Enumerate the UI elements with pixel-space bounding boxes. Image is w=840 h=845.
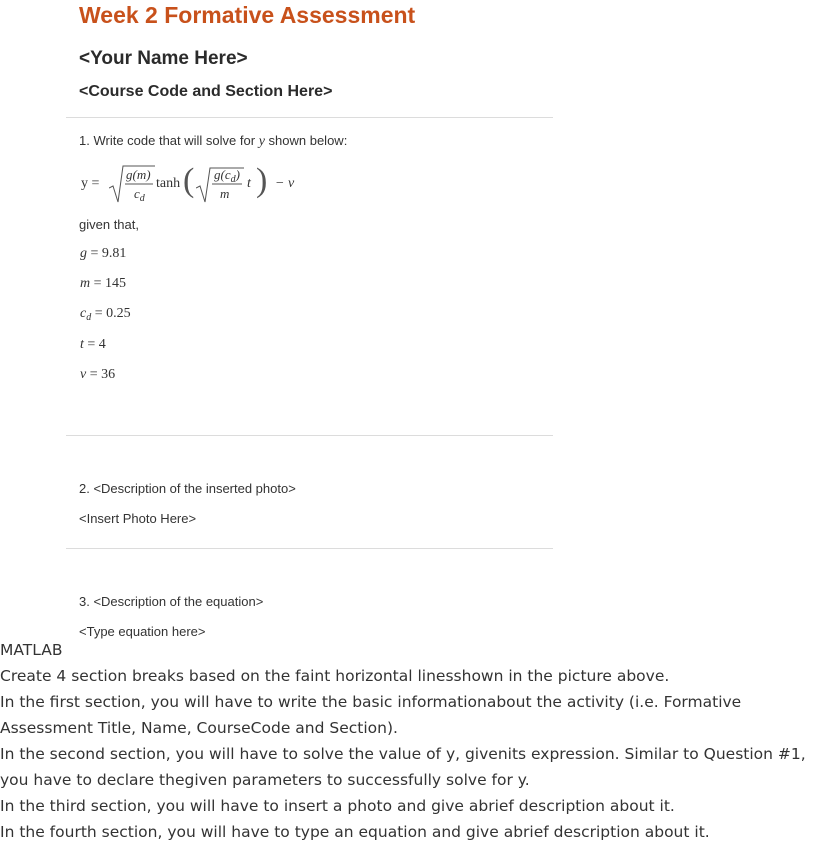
instruction-line-2: In the first section, you will have to write the basic informationabout the activity (i.e. Formative Assessment Title, Name, CourseCode and Section). <box>0 693 742 737</box>
sqrt2-num-close: ) <box>235 167 240 182</box>
sqrt1-denominator <box>134 186 145 202</box>
tanh-function: tanh <box>156 176 181 191</box>
sqrt1-numerator: g(m) <box>126 167 151 182</box>
section-divider-2 <box>66 435 553 436</box>
equation-t: t <box>247 176 251 191</box>
sqrt2-num-sub: d <box>230 174 236 185</box>
question-1-prompt-suffix: shown below: <box>268 133 348 148</box>
param-value: = 9.81 <box>90 246 127 261</box>
section-divider-1 <box>66 117 553 118</box>
param-var: t <box>80 337 84 352</box>
equation-lhs: y = <box>81 176 100 191</box>
param-var: c <box>80 306 87 321</box>
sqrt2-numerator <box>214 167 240 183</box>
section-divider-3 <box>66 548 553 549</box>
question-2-prompt: 2. <Description of the inserted photo> <box>79 481 296 496</box>
param-cd <box>80 306 131 322</box>
question-3-prompt: 3. <Description of the equation> <box>79 594 264 609</box>
sqrt1-den-sub: d <box>139 193 145 204</box>
param-g <box>80 246 126 262</box>
sqrt1-den-var: c <box>134 186 140 201</box>
sqrt2-num-g: g(c <box>214 167 231 182</box>
question-1-prompt-prefix: 1. Write code that will solve for <box>79 133 256 148</box>
document-title: Week 2 Formative Assessment <box>79 2 416 28</box>
param-value: = 4 <box>87 337 106 352</box>
param-var: g <box>80 246 87 261</box>
instructions <box>0 637 830 845</box>
insert-photo-placeholder: <Insert Photo Here> <box>79 511 197 526</box>
param-v <box>80 367 115 383</box>
left-paren: ( <box>183 162 195 199</box>
instruction-line-5: In the fourth section, you will have to type an equation and give abrief description about it. <box>0 823 710 841</box>
instructions-heading: MATLAB <box>0 641 63 659</box>
instruction-line-3: In the second section, you will have to solve the value of y, givenits expression. Similar to Question #1, you have to declare thegiven parameters to successfully solve for y. <box>0 745 806 789</box>
sqrt2-denominator: m <box>220 186 230 201</box>
type-equation-placeholder: <Type equation here> <box>79 624 206 639</box>
param-m <box>80 276 126 292</box>
right-paren: ) <box>256 162 268 199</box>
param-value: = 36 <box>89 367 116 382</box>
instruction-line-1: Create 4 section breaks based on the faint horizontal linesshown in the picture above. <box>0 667 670 685</box>
instruction-line-4: In the third section, you will have to insert a photo and give abrief description about it. <box>0 797 675 815</box>
param-sub: d <box>86 312 92 323</box>
param-value: = 145 <box>93 276 127 291</box>
equation-tail: − v <box>275 176 295 191</box>
param-var: v <box>80 367 87 382</box>
course-placeholder: <Course Code and Section Here> <box>79 83 333 100</box>
question-1-prompt-var: y <box>258 134 265 149</box>
param-value: = 0.25 <box>94 306 131 321</box>
given-label: given that, <box>79 217 139 232</box>
param-t <box>80 337 106 353</box>
param-var: m <box>80 276 91 291</box>
equation-y <box>79 160 379 206</box>
question-1-prompt <box>79 133 347 150</box>
name-placeholder: <Your Name Here> <box>79 48 248 69</box>
